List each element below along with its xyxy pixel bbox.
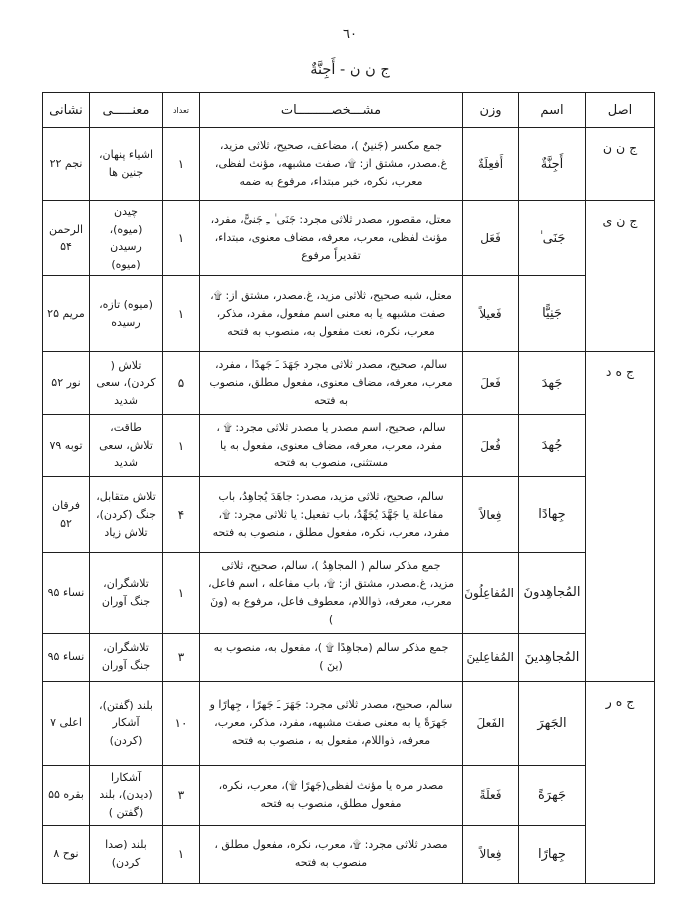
cell-meaning: اشياء پنهان، جنين ها	[90, 128, 163, 201]
column-header-reference: نشانى	[43, 93, 90, 128]
cell-characteristics: سالم، صحيح، ثلاثى مزيد، مصدر: جاهَدَ يُجاهِدُ، باب مفاعلة يا جَهَّدَ يُجَهِّدُ، باب تفعيل: يا ثلاثى مجرد: ۩، مفرد، معرب، نكره، مفعول مطلق ، منصوب به فتحه	[200, 477, 463, 553]
cell-characteristics: جمع مكسر (جَنينٌ )، مضاعف، صحيح، ثلاثى مزيد، غ.مصدر، مشتق از: ۩، صفت مشبهه، مؤنث لفظى، معرب، نكره، خبر مبتداء، مرفوع به ضمه	[200, 128, 463, 201]
cell-pattern: فُعلَ	[463, 414, 519, 476]
cell-pattern: الفَعلَ	[463, 681, 519, 765]
cell-pattern: فِعالاً	[463, 825, 519, 883]
table-row	[43, 553, 655, 633]
cell-meaning: آشكارا (ديدن)، بلند (گفتن )	[90, 765, 163, 825]
table-row	[43, 477, 655, 553]
cell-pattern: فَعيلاً	[463, 276, 519, 352]
cell-characteristics: جمع مذكر سالم ( المجاهِدُ )، سالم، صحيح، ثلاثى مزيد، غ.مصدر، مشتق از: ۩، باب مفاعله ، اسم فاعل، معرب، معرفه، ذواللام، معطوف فاعل، مرفوع به (ونَ )	[200, 553, 463, 633]
cell-characteristics: سالم، صحيح، اسم مصدر يا مصدر ثلاثى مجرد: ۩ ، مفرد، معرب، معرفه، مضاف معنوى، مفعول به يا مستثنى، منصوب به فتحه	[200, 414, 463, 476]
cell-meaning: بلند (گفتن)، آشكار (كردن)	[90, 681, 163, 765]
cell-root: ج ه د	[586, 352, 655, 681]
cell-noun: أَجِنَّةٌ	[519, 128, 586, 201]
cell-meaning: تلاش ( كردن)، سعى شديد	[90, 352, 163, 414]
page-number: ٦٠	[343, 27, 357, 42]
cell-characteristics: معتل، شبه صحيح، ثلاثى مزيد، غ.مصدر، مشتق از: ۩، صفت مشبهه يا به معنى اسم مفعول، مفرد، مذكر، معرب، نكره، نعت مفعول به، منصوب به فتحه	[200, 276, 463, 352]
cell-characteristics: مصدر مره يا مؤنث لفظى(جَهرًا ۩)، معرب، نكره، مفعول مطلق، منصوب به فتحه	[200, 765, 463, 825]
cell-characteristics: سالم، صحيح، مصدر ثلاثى مجرد: جَهَرَ ـَ جَهرًا ، جِهارًا و جَهرَةً يا به معنى صفت مشبهه، مفرد، مذكر، معرب، معرفه، ذواللام، مفعول به ، منصوب به فتحه	[200, 681, 463, 765]
cell-pattern: فَعلَةً	[463, 765, 519, 825]
cell-root: ج ن ن	[586, 128, 655, 201]
cell-count: ٣	[163, 765, 200, 825]
cell-reference: نوح ٨	[43, 825, 90, 883]
table-row	[43, 201, 655, 276]
cell-meaning: بلند (صدا كردن)	[90, 825, 163, 883]
cell-meaning: تلاشگران، جنگ آوران	[90, 633, 163, 681]
table-row	[43, 633, 655, 681]
cell-meaning: تلاشگران، جنگ آوران	[90, 553, 163, 633]
cell-pattern: فَعَل	[463, 201, 519, 276]
table-row	[43, 414, 655, 476]
page-title: ج ن ن - أَجِنَّةٌ	[310, 62, 390, 78]
cell-count: ١	[163, 553, 200, 633]
cell-count: ١	[163, 825, 200, 883]
cell-characteristics: جمع مذكر سالم (مجاهِدًا ۩ )، مفعول به، منصوب به (ينَ )	[200, 633, 463, 681]
cell-reference: نور ۵٢	[43, 352, 90, 414]
cell-pattern: المُفاعِلينَ	[463, 633, 519, 681]
table-row	[43, 276, 655, 352]
column-header-characteristics: مشـــخصـــــــــات	[200, 93, 463, 128]
cell-reference: مريم ٢۵	[43, 276, 90, 352]
cell-characteristics: معتل، مقصور، مصدر ثلاثى مجرد: جَنَى ٰ ـِ جَنىًّ، مفرد، مؤنث لفظى، معرب، معرفه، مضاف معنوى، مبتداء، تقديراً مرفوع	[200, 201, 463, 276]
cell-reference: توبه ٧٩	[43, 414, 90, 476]
cell-reference: نساء ٩۵	[43, 633, 90, 681]
cell-count: ١	[163, 201, 200, 276]
cell-meaning: طاقت، تلاش، سعى شديد	[90, 414, 163, 476]
column-header-root: اصل	[586, 93, 655, 128]
cell-noun: جَهدَ	[519, 352, 586, 414]
column-header-noun: اسم	[519, 93, 586, 128]
cell-count: ١٠	[163, 681, 200, 765]
cell-reference: نساء ٩۵	[43, 553, 90, 633]
cell-noun: جِهارًا	[519, 825, 586, 883]
cell-meaning: تلاش متقابل، جنگ (كردن)، تلاش زياد	[90, 477, 163, 553]
cell-reference: نجم ٢٢	[43, 128, 90, 201]
cell-reference: الرحمن ۵۴	[43, 201, 90, 276]
table-row	[43, 352, 655, 414]
cell-pattern: فِعالاً	[463, 477, 519, 553]
cell-root: ج ن ى	[586, 201, 655, 352]
cell-reference: فرقان ۵٢	[43, 477, 90, 553]
cell-meaning: چيدن (ميوه)، رسيدن (ميوه)	[90, 201, 163, 276]
cell-count: ٣	[163, 633, 200, 681]
cell-noun: جِهادًا	[519, 477, 586, 553]
cell-count: ١	[163, 414, 200, 476]
cell-meaning: (ميوه) تازه، رسيده	[90, 276, 163, 352]
table-row	[43, 765, 655, 825]
cell-count: ١	[163, 276, 200, 352]
column-header-pattern: وزن	[463, 93, 519, 128]
header-row	[43, 93, 655, 128]
cell-count: ١	[163, 128, 200, 201]
cell-pattern: أَفعِلَةٌ	[463, 128, 519, 201]
table-row	[43, 681, 655, 765]
word-analysis-table	[42, 92, 655, 884]
table-row	[43, 128, 655, 201]
cell-pattern: فَعلَ	[463, 352, 519, 414]
cell-count: ۵	[163, 352, 200, 414]
cell-pattern: المُفاعِلُونَ	[463, 553, 519, 633]
column-header-meaning: معنـــــى	[90, 93, 163, 128]
cell-reference: اعلى ٧	[43, 681, 90, 765]
cell-noun: المُجاهِدونَ	[519, 553, 586, 633]
column-header-count: تعداد	[163, 93, 200, 128]
table-row	[43, 825, 655, 883]
cell-reference: بقره ۵۵	[43, 765, 90, 825]
cell-noun: جَهرَةً	[519, 765, 586, 825]
cell-noun: جُهدَ	[519, 414, 586, 476]
cell-characteristics: مصدر ثلاثى مجرد: ۩، معرب، نكره، مفعول مطلق ، منصوب به فتحه	[200, 825, 463, 883]
cell-noun: المُجاهِدينَ	[519, 633, 586, 681]
cell-noun: الجَهرَ	[519, 681, 586, 765]
cell-root: ج ه ر	[586, 681, 655, 883]
cell-noun: جَنَى ٰ	[519, 201, 586, 276]
cell-count: ۴	[163, 477, 200, 553]
cell-characteristics: سالم، صحيح، مصدر ثلاثى مجرد جَهَدَ ـَ جَهدًا ، مفرد، معرب، معرفه، مضاف معنوى، مفعول مطلق، منصوب به فتحه	[200, 352, 463, 414]
cell-noun: جَنِيًّا	[519, 276, 586, 352]
